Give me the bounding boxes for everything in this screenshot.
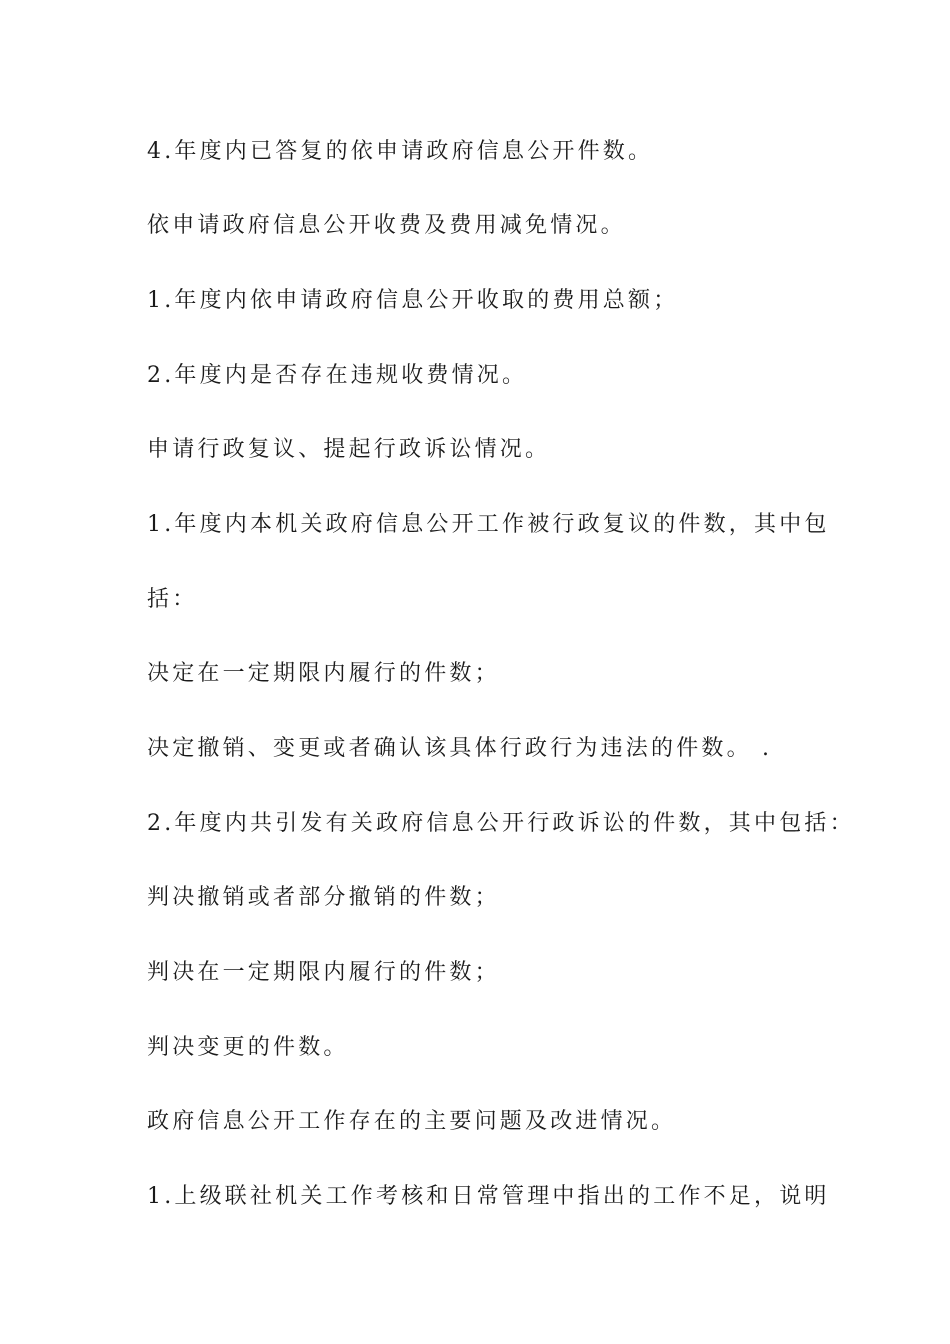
text-line: 判决在一定期限内履行的件数； — [147, 960, 500, 985]
text-line: 4.年度内已答复的依申请政府信息公开件数。 — [147, 139, 654, 164]
text-line: 判决撤销或者部分撤销的件数； — [147, 885, 500, 910]
text-line: 判决变更的件数。 — [147, 1035, 349, 1060]
text-line: 依申请政府信息公开收费及费用减免情况。 — [147, 213, 626, 238]
text-line: 政府信息公开工作存在的主要问题及改进情况。 — [147, 1109, 677, 1134]
text-line: 2.年度内是否存在违规收费情况。 — [147, 363, 528, 388]
text-line: 1.年度内依申请政府信息公开收取的费用总额； — [147, 288, 679, 313]
text-line: 决定在一定期限内履行的件数； — [147, 661, 500, 686]
text-line: 1.上级联社机关工作考核和日常管理中指出的工作不足，说明 — [147, 1184, 830, 1209]
text-line: 决定撤销、变更或者确认该具体行政行为违法的件数。 . — [147, 736, 773, 761]
text-line: 申请行政复议、提起行政诉讼情况。 — [147, 437, 551, 462]
text-line: 2.年度内共引发有关政府信息公开行政诉讼的件数，其中包括： — [147, 811, 855, 836]
text-line: 括： — [147, 587, 198, 612]
text-line: 1.年度内本机关政府信息公开工作被行政复议的件数，其中包 — [147, 512, 830, 537]
